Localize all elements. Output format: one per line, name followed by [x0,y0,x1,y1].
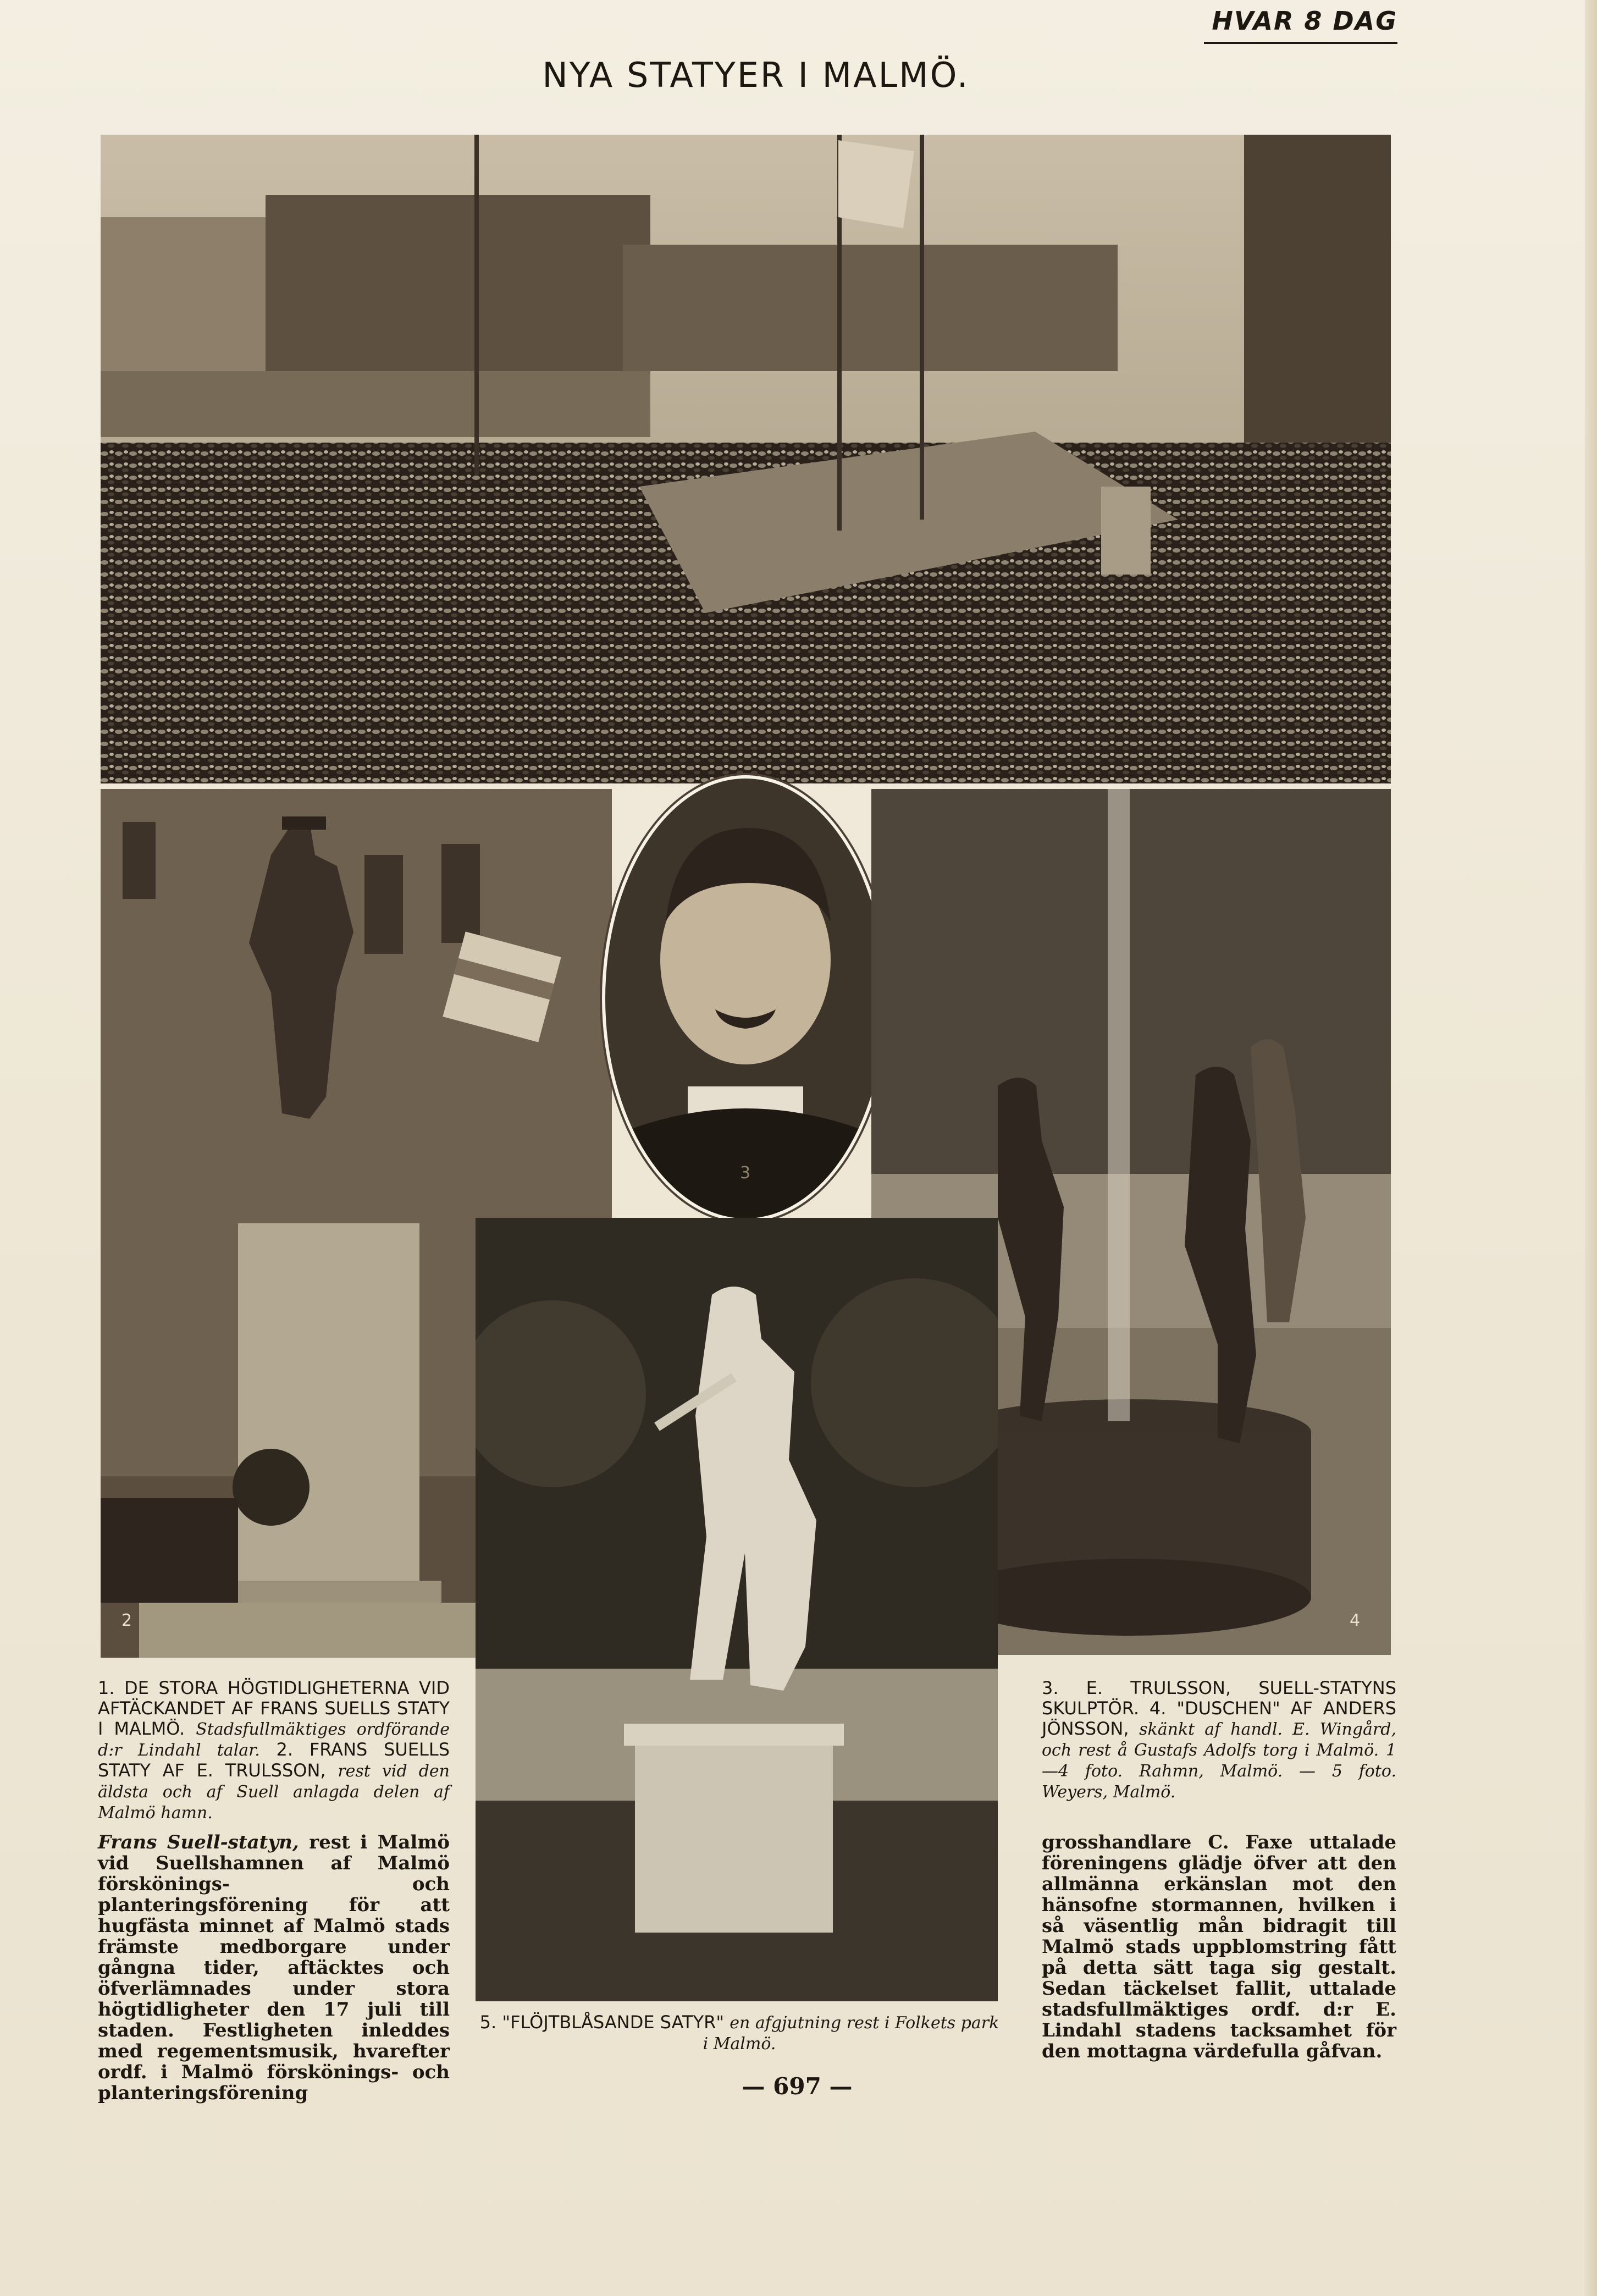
portrait-scene [605,779,886,1218]
caption-photo-5 [478,2012,1001,2054]
article-text-right: grosshandlare C. Faxe uttalade föreningens glädje öfver att den allmänna erkänslan mot den hänsofne stormannen, hvilken i så väsentlig mån bidragit till Malmö stads uppblomstring fått på detta sätt taga sig gestalt. Sedan täckelset fallit, uttalade stadsfullmäktiges ordf. d:r E. Lindahl stadens tacksamhet för den mottagna värdefulla gåfvan. [1042,1831,1396,2062]
caption-2: 2. FRANS SUELLS STATY AF E. TRULSSON, [98,1739,450,1781]
caption-5-credit: en afgjutning rest i Folkets park i Malmö. [703,2013,999,2054]
page-number: — 697 — [742,2073,853,2100]
photo-sculptor-portrait [602,775,889,1222]
page-edge [1585,0,1597,2296]
article-text-left: rest i Malmö vid Suellshamnen af Malmö förskönings- och planteringsförening för att hugfästa minnet af Malmö stads främste medborgare under gångna tider, aftäcktes och öfverlämnades under stora högtidligheter den 17 juli till staden. Festligheten inleddes med regementsmusik, hvarefter ordf. i Malmö förskönings- och planteringsförening [98,1831,450,2104]
article-column-left [98,1832,450,2104]
crowd-scene [101,135,1391,783]
photo-number-2: 2 [121,1611,132,1630]
article-column-right [1042,1832,1396,2062]
caption-4-credit: skänkt af handl. E. Wingård, och rest å Gustafs Adolfs torg i Malmö. [1042,1720,1396,1760]
caption-1: 1. DE STORA HÖGTIDLIGHETERNA VID AFTÄCKANDET AF FRANS SUELLS STATY I MALMÖ. [98,1677,450,1739]
caption-2-credit: rest vid den äldsta och af Suell anlagda delen af Malmö hamn. [98,1762,450,1823]
caption-4: 4. "DUSCHEN" AF ANDERS JÖNSSON, [1042,1698,1397,1739]
photo-satyr-statue [476,1218,998,2001]
caption-photos-1-2 [98,1678,450,1823]
caption-3: 3. E. TRULSSON, SUELL-STATYNS SKULPTÖR. [1042,1677,1396,1719]
caption-1-credit: Stadsfullmäktiges ordförande d:r Lindahl talar. [98,1720,450,1760]
photo-number-3: 3 [740,1163,751,1183]
satyr-scene [476,1218,998,2001]
masthead: HVAR 8 DAG [1204,4,1397,44]
caption-photos-3-4 [1042,1678,1396,1802]
photo-number-4: 4 [1350,1611,1361,1630]
page-title: NYA STATYER I MALMÖ. [542,55,970,95]
photo-crowd-unveiling [101,135,1391,783]
caption-5: 5. "FLÖJTBLÅSANDE SATYR" [479,2012,725,2033]
article-lead: Frans Suell-statyn, [98,1831,299,1853]
photo-credits: 1—4 foto. Rahmn, Malmö. — 5 foto. Weyers, Malmö. [1042,1741,1396,1802]
